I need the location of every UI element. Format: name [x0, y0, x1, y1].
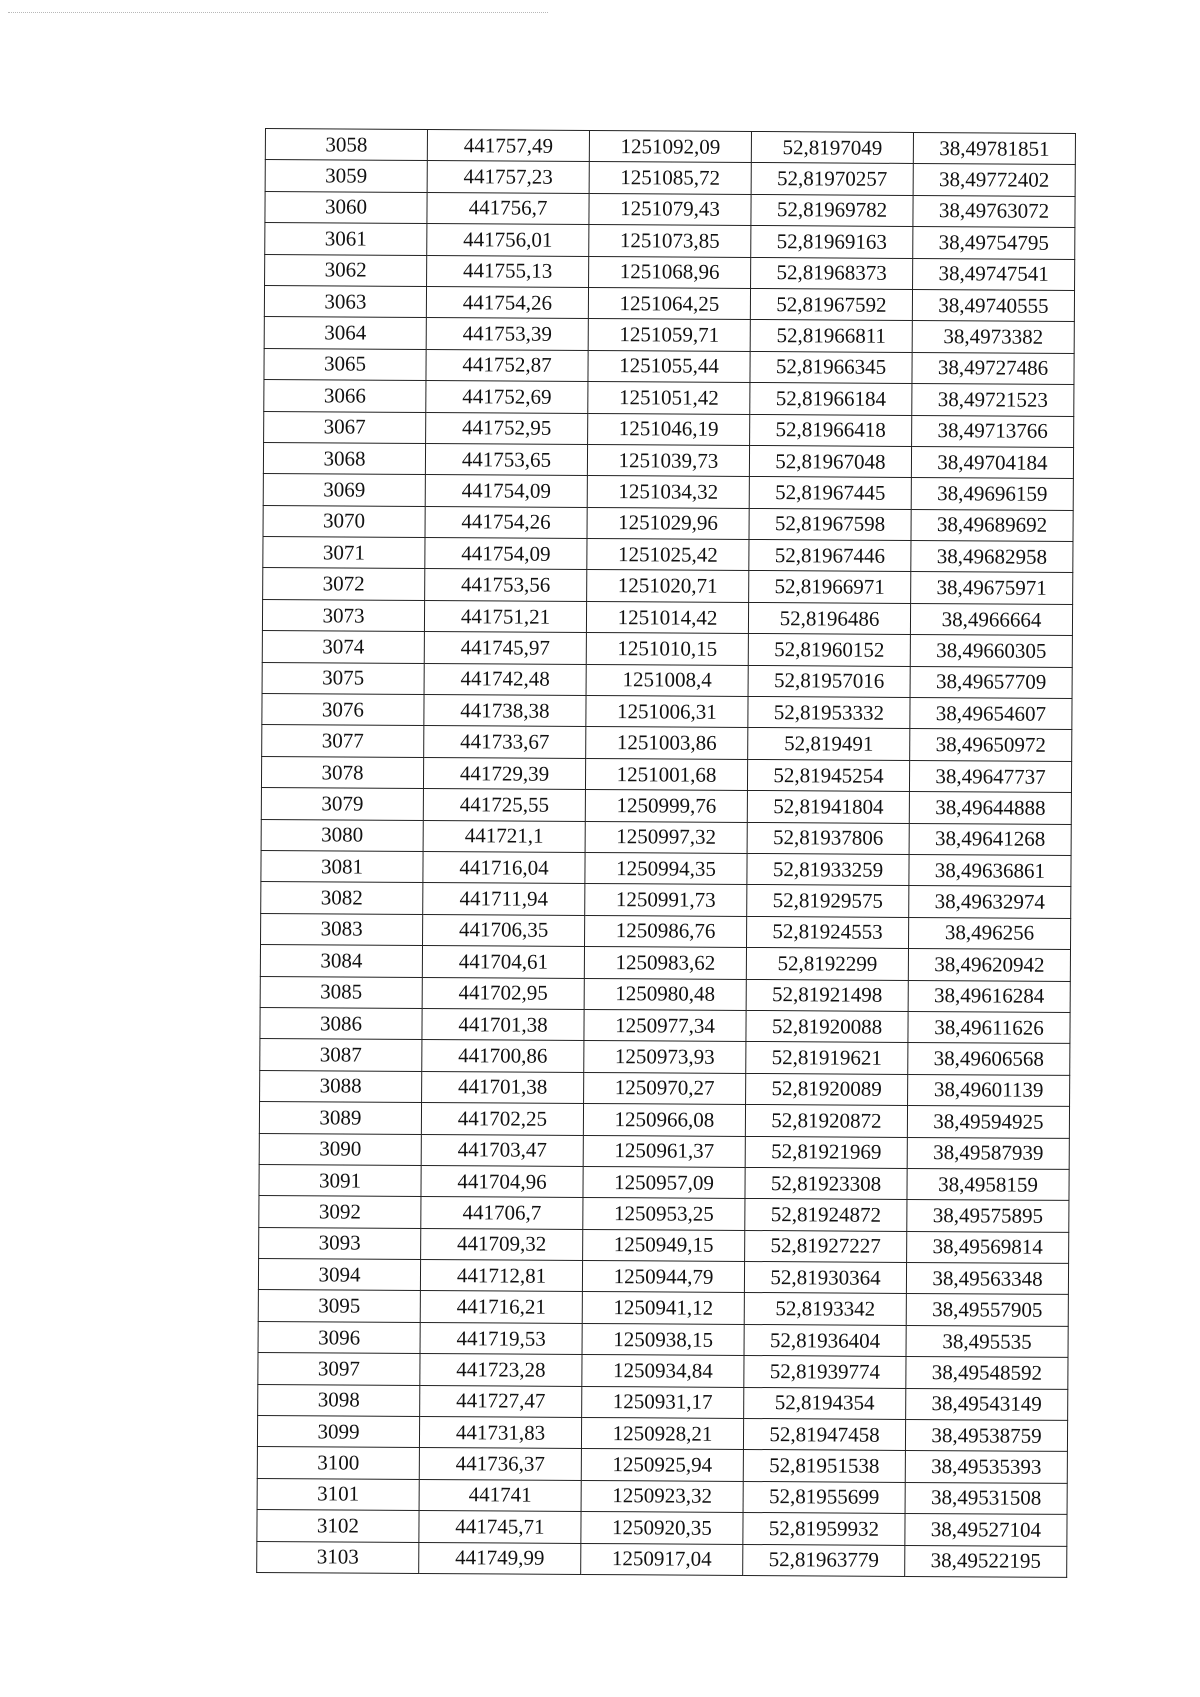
x-coordinate-cell: 441703,47: [421, 1134, 583, 1166]
latitude-cell: 52,81966971: [749, 571, 911, 603]
latitude-cell: 52,8196486: [748, 602, 910, 634]
table-row: [263, 442, 1073, 478]
latitude-cell: 52,81955699: [743, 1481, 905, 1513]
table-row: [265, 129, 1075, 165]
longitude-cell: 38,49535393: [905, 1451, 1067, 1483]
point-number-cell: 3089: [259, 1102, 421, 1134]
latitude-cell: 52,81927227: [745, 1230, 907, 1262]
table-row: [259, 1133, 1069, 1169]
table-row: [265, 191, 1075, 227]
x-coordinate-cell: 441706,35: [423, 914, 585, 946]
latitude-cell: 52,81921969: [745, 1136, 907, 1168]
x-coordinate-cell: 441753,65: [425, 443, 587, 475]
table-row: [259, 1102, 1069, 1138]
table-row: [257, 1510, 1067, 1546]
longitude-cell: 38,49594925: [907, 1106, 1069, 1138]
point-number-cell: 3085: [260, 976, 422, 1008]
longitude-cell: 38,49538759: [905, 1419, 1067, 1451]
table-row: [260, 1070, 1070, 1106]
point-number-cell: 3099: [257, 1415, 419, 1447]
latitude-cell: 52,81967598: [749, 508, 911, 540]
y-coordinate-cell: 1251020,71: [587, 570, 749, 602]
table-row: [260, 1007, 1070, 1043]
point-number-cell: 3058: [265, 129, 427, 161]
y-coordinate-cell: 1250953,25: [583, 1198, 745, 1230]
y-coordinate-cell: 1251073,85: [589, 225, 751, 257]
x-coordinate-cell: 441753,56: [425, 569, 587, 601]
x-coordinate-cell: 441711,94: [423, 883, 585, 915]
x-coordinate-cell: 441745,71: [419, 1511, 581, 1543]
x-coordinate-cell: 441742,48: [424, 663, 586, 695]
table-row: [258, 1321, 1068, 1357]
longitude-cell: 38,49587939: [907, 1137, 1069, 1169]
table-row: [258, 1259, 1068, 1295]
latitude-cell: 52,81966418: [750, 414, 912, 446]
x-coordinate-cell: 441725,55: [423, 789, 585, 821]
x-coordinate-cell: 441751,21: [424, 600, 586, 632]
x-coordinate-cell: 441704,61: [422, 946, 584, 978]
table-row: [261, 882, 1071, 918]
point-number-cell: 3102: [257, 1510, 419, 1542]
table-row: [264, 411, 1074, 447]
longitude-cell: 38,49641268: [909, 823, 1071, 855]
longitude-cell: 38,49713766: [912, 415, 1074, 447]
y-coordinate-cell: 1250994,35: [585, 852, 747, 884]
longitude-cell: 38,49654607: [910, 697, 1072, 729]
table-row: [263, 568, 1073, 604]
x-coordinate-cell: 441753,39: [426, 318, 588, 350]
y-coordinate-cell: 1251055,44: [588, 350, 750, 382]
y-coordinate-cell: 1250928,21: [581, 1417, 743, 1449]
table-row: [264, 285, 1074, 321]
point-number-cell: 3072: [263, 568, 425, 600]
latitude-cell: 52,81933259: [747, 853, 909, 885]
y-coordinate-cell: 1250931,17: [582, 1386, 744, 1418]
latitude-cell: 52,81947458: [743, 1418, 905, 1450]
x-coordinate-cell: 441738,38: [424, 695, 586, 727]
table-row: [258, 1353, 1068, 1389]
point-number-cell: 3078: [261, 756, 423, 788]
point-number-cell: 3059: [265, 160, 427, 192]
table-row: [262, 662, 1072, 698]
point-number-cell: 3064: [264, 317, 426, 349]
y-coordinate-cell: 1250977,34: [584, 1009, 746, 1041]
table-row: [258, 1290, 1068, 1326]
x-coordinate-cell: 441754,09: [425, 475, 587, 507]
table-row: [259, 1164, 1069, 1200]
latitude-cell: 52,81929575: [747, 885, 909, 917]
y-coordinate-cell: 1251001,68: [585, 758, 747, 790]
longitude-cell: 38,49543149: [906, 1388, 1068, 1420]
x-coordinate-cell: 441754,26: [426, 286, 588, 318]
longitude-cell: 38,49632974: [909, 886, 1071, 918]
longitude-cell: 38,49620942: [908, 949, 1070, 981]
point-number-cell: 3062: [265, 254, 427, 286]
coordinates-table-body: [257, 129, 1076, 1578]
x-coordinate-cell: 441741: [419, 1479, 581, 1511]
point-number-cell: 3066: [264, 380, 426, 412]
x-coordinate-cell: 441752,69: [426, 381, 588, 413]
latitude-cell: 52,81968373: [751, 257, 913, 289]
latitude-cell: 52,81966184: [750, 383, 912, 415]
latitude-cell: 52,81924553: [747, 916, 909, 948]
y-coordinate-cell: 1251034,32: [587, 476, 749, 508]
point-number-cell: 3073: [262, 599, 424, 631]
x-coordinate-cell: 441712,81: [420, 1260, 582, 1292]
table-row: [261, 788, 1071, 824]
point-number-cell: 3090: [259, 1133, 421, 1165]
latitude-cell: 52,819491: [748, 728, 910, 760]
table-row: [263, 505, 1073, 541]
x-coordinate-cell: 441700,86: [422, 1040, 584, 1072]
point-number-cell: 3097: [258, 1353, 420, 1385]
y-coordinate-cell: 1250983,62: [584, 947, 746, 979]
point-number-cell: 3077: [262, 725, 424, 757]
latitude-cell: 52,8193342: [744, 1293, 906, 1325]
latitude-cell: 52,81959932: [743, 1513, 905, 1545]
latitude-cell: 52,81963779: [743, 1544, 905, 1576]
point-number-cell: 3061: [265, 223, 427, 255]
longitude-cell: 38,49575895: [907, 1200, 1069, 1232]
point-number-cell: 3074: [262, 631, 424, 663]
y-coordinate-cell: 1251006,31: [586, 696, 748, 728]
table-row: [259, 1196, 1069, 1232]
point-number-cell: 3071: [263, 537, 425, 569]
table-row: [263, 537, 1073, 573]
y-coordinate-cell: 1250966,08: [583, 1104, 745, 1136]
longitude-cell: 38,49522195: [905, 1545, 1067, 1577]
longitude-cell: 38,49675971: [911, 572, 1073, 604]
y-coordinate-cell: 1251039,73: [587, 444, 749, 476]
y-coordinate-cell: 1251008,4: [586, 664, 748, 696]
y-coordinate-cell: 1251010,15: [586, 633, 748, 665]
y-coordinate-cell: 1250938,15: [582, 1323, 744, 1355]
x-coordinate-cell: 441749,99: [419, 1542, 581, 1574]
latitude-cell: 52,81920089: [746, 1073, 908, 1105]
latitude-cell: 52,81969163: [751, 226, 913, 258]
longitude-cell: 38,49660305: [910, 635, 1072, 667]
y-coordinate-cell: 1251029,96: [587, 507, 749, 539]
longitude-cell: 38,49563348: [906, 1263, 1068, 1295]
y-coordinate-cell: 1250999,76: [585, 790, 747, 822]
latitude-cell: 52,81923308: [745, 1167, 907, 1199]
point-number-cell: 3100: [257, 1447, 419, 1479]
x-coordinate-cell: 441756,01: [427, 224, 589, 256]
x-coordinate-cell: 441702,25: [421, 1103, 583, 1135]
table-row: [261, 913, 1071, 949]
latitude-cell: 52,81967445: [749, 477, 911, 509]
table-row: [259, 1227, 1069, 1263]
point-number-cell: 3098: [258, 1384, 420, 1416]
table-row: [265, 254, 1075, 290]
point-number-cell: 3095: [258, 1290, 420, 1322]
x-coordinate-cell: 441706,7: [421, 1197, 583, 1229]
latitude-cell: 52,81937806: [747, 822, 909, 854]
x-coordinate-cell: 441729,39: [423, 757, 585, 789]
x-coordinate-cell: 441716,04: [423, 851, 585, 883]
table-row: [258, 1384, 1068, 1420]
x-coordinate-cell: 441701,38: [422, 1008, 584, 1040]
y-coordinate-cell: 1250934,84: [582, 1355, 744, 1387]
longitude-cell: 38,49763072: [913, 195, 1075, 227]
point-number-cell: 3079: [261, 788, 423, 820]
longitude-cell: 38,49747541: [913, 258, 1075, 290]
longitude-cell: 38,49657709: [910, 666, 1072, 698]
y-coordinate-cell: 1251079,43: [589, 193, 751, 225]
point-number-cell: 3083: [261, 913, 423, 945]
longitude-cell: 38,49650972: [910, 729, 1072, 761]
longitude-cell: 38,49611626: [908, 1011, 1070, 1043]
x-coordinate-cell: 441754,09: [425, 538, 587, 570]
longitude-cell: 38,49616284: [908, 980, 1070, 1012]
point-number-cell: 3080: [261, 819, 423, 851]
point-number-cell: 3069: [263, 474, 425, 506]
latitude-cell: 52,8197049: [751, 131, 913, 163]
y-coordinate-cell: 1250944,79: [582, 1261, 744, 1293]
x-coordinate-cell: 441731,83: [419, 1416, 581, 1448]
table-row: [264, 317, 1074, 353]
table-row: [257, 1478, 1067, 1514]
longitude-cell: 38,49606568: [908, 1043, 1070, 1075]
y-coordinate-cell: 1251064,25: [588, 287, 750, 319]
latitude-cell: 52,8194354: [744, 1387, 906, 1419]
point-number-cell: 3094: [258, 1259, 420, 1291]
latitude-cell: 52,81941804: [747, 791, 909, 823]
x-coordinate-cell: 441755,13: [427, 255, 589, 287]
point-number-cell: 3067: [264, 411, 426, 443]
longitude-cell: 38,49682958: [911, 541, 1073, 573]
y-coordinate-cell: 1250923,32: [581, 1480, 743, 1512]
latitude-cell: 52,81966811: [750, 320, 912, 352]
x-coordinate-cell: 441727,47: [420, 1385, 582, 1417]
latitude-cell: 52,81967592: [750, 288, 912, 320]
y-coordinate-cell: 1251068,96: [589, 256, 751, 288]
y-coordinate-cell: 1250957,09: [583, 1166, 745, 1198]
table-row: [261, 756, 1071, 792]
y-coordinate-cell: 1251003,86: [586, 727, 748, 759]
x-coordinate-cell: 441756,7: [427, 192, 589, 224]
longitude-cell: 38,49527104: [905, 1514, 1067, 1546]
y-coordinate-cell: 1250925,94: [581, 1449, 743, 1481]
table-row: [257, 1447, 1067, 1483]
x-coordinate-cell: 441716,21: [420, 1291, 582, 1323]
coordinates-table: [256, 128, 1076, 1578]
latitude-cell: 52,81920872: [745, 1105, 907, 1137]
y-coordinate-cell: 1250970,27: [584, 1072, 746, 1104]
y-coordinate-cell: 1251092,09: [589, 130, 751, 162]
scan-artifact-line: [8, 12, 548, 13]
table-row: [262, 631, 1072, 667]
y-coordinate-cell: 1250986,76: [585, 915, 747, 947]
latitude-cell: 52,81960152: [748, 634, 910, 666]
latitude-cell: 52,81953332: [748, 696, 910, 728]
point-number-cell: 3088: [260, 1070, 422, 1102]
x-coordinate-cell: 441702,95: [422, 977, 584, 1009]
x-coordinate-cell: 441719,53: [420, 1322, 582, 1354]
longitude-cell: 38,49696159: [911, 478, 1073, 510]
x-coordinate-cell: 441736,37: [419, 1448, 581, 1480]
longitude-cell: 38,4958159: [907, 1168, 1069, 1200]
point-number-cell: 3087: [260, 1039, 422, 1071]
point-number-cell: 3068: [263, 442, 425, 474]
point-number-cell: 3086: [260, 1007, 422, 1039]
y-coordinate-cell: 1250997,32: [585, 821, 747, 853]
point-number-cell: 3070: [263, 505, 425, 537]
x-coordinate-cell: 441757,23: [427, 161, 589, 193]
latitude-cell: 52,81967446: [749, 540, 911, 572]
y-coordinate-cell: 1250973,93: [584, 1041, 746, 1073]
longitude-cell: 38,49636861: [909, 854, 1071, 886]
latitude-cell: 52,81920088: [746, 1010, 908, 1042]
latitude-cell: 52,81945254: [747, 759, 909, 791]
table-row: [257, 1415, 1067, 1451]
point-number-cell: 3103: [257, 1541, 419, 1573]
longitude-cell: 38,49569814: [907, 1231, 1069, 1263]
longitude-cell: 38,49740555: [912, 289, 1074, 321]
point-number-cell: 3091: [259, 1164, 421, 1196]
point-number-cell: 3084: [260, 945, 422, 977]
latitude-cell: 52,81970257: [751, 163, 913, 195]
y-coordinate-cell: 1251059,71: [588, 319, 750, 351]
table-row: [265, 223, 1075, 259]
latitude-cell: 52,81930364: [744, 1262, 906, 1294]
latitude-cell: 52,81924872: [745, 1199, 907, 1231]
table-row: [260, 945, 1070, 981]
y-coordinate-cell: 1251051,42: [588, 382, 750, 414]
table-row: [261, 819, 1071, 855]
y-coordinate-cell: 1250991,73: [585, 884, 747, 916]
latitude-cell: 52,81919621: [746, 1042, 908, 1074]
latitude-cell: 52,81936404: [744, 1324, 906, 1356]
point-number-cell: 3065: [264, 348, 426, 380]
longitude-cell: 38,49781851: [913, 132, 1075, 164]
x-coordinate-cell: 441733,67: [424, 726, 586, 758]
point-number-cell: 3063: [264, 285, 426, 317]
table-row: [265, 160, 1075, 196]
longitude-cell: 38,49727486: [912, 352, 1074, 384]
table-row: [257, 1541, 1067, 1577]
y-coordinate-cell: 1251085,72: [589, 162, 751, 194]
table-row: [264, 348, 1074, 384]
longitude-cell: 38,49548592: [906, 1357, 1068, 1389]
x-coordinate-cell: 441752,95: [426, 412, 588, 444]
longitude-cell: 38,49721523: [912, 384, 1074, 416]
longitude-cell: 38,4973382: [912, 321, 1074, 353]
x-coordinate-cell: 441723,28: [420, 1354, 582, 1386]
x-coordinate-cell: 441704,96: [421, 1165, 583, 1197]
latitude-cell: 52,81939774: [744, 1356, 906, 1388]
latitude-cell: 52,81921498: [746, 979, 908, 1011]
latitude-cell: 52,81966345: [750, 351, 912, 383]
table-row: [264, 380, 1074, 416]
x-coordinate-cell: 441754,26: [425, 506, 587, 538]
longitude-cell: 38,49601139: [908, 1074, 1070, 1106]
table-row: [261, 850, 1071, 886]
y-coordinate-cell: 1250961,37: [583, 1135, 745, 1167]
table-row: [262, 725, 1072, 761]
longitude-cell: 38,49557905: [906, 1294, 1068, 1326]
table-row: [262, 599, 1072, 635]
x-coordinate-cell: 441745,97: [424, 632, 586, 664]
point-number-cell: 3076: [262, 694, 424, 726]
x-coordinate-cell: 441709,32: [421, 1228, 583, 1260]
y-coordinate-cell: 1251046,19: [588, 413, 750, 445]
point-number-cell: 3093: [259, 1227, 421, 1259]
table-row: [260, 1039, 1070, 1075]
y-coordinate-cell: 1250941,12: [582, 1292, 744, 1324]
longitude-cell: 38,496256: [908, 917, 1070, 949]
longitude-cell: 38,49644888: [909, 792, 1071, 824]
latitude-cell: 52,81951538: [743, 1450, 905, 1482]
x-coordinate-cell: 441757,49: [427, 129, 589, 161]
longitude-cell: 38,49689692: [911, 509, 1073, 541]
y-coordinate-cell: 1250920,35: [581, 1512, 743, 1544]
point-number-cell: 3060: [265, 191, 427, 223]
table-row: [262, 694, 1072, 730]
point-number-cell: 3092: [259, 1196, 421, 1228]
latitude-cell: 52,81969782: [751, 194, 913, 226]
y-coordinate-cell: 1251014,42: [586, 601, 748, 633]
longitude-cell: 38,49647737: [909, 760, 1071, 792]
point-number-cell: 3081: [261, 850, 423, 882]
table-row: [260, 976, 1070, 1012]
point-number-cell: 3101: [257, 1478, 419, 1510]
y-coordinate-cell: 1250917,04: [581, 1543, 743, 1575]
point-number-cell: 3082: [261, 882, 423, 914]
x-coordinate-cell: 441721,1: [423, 820, 585, 852]
longitude-cell: 38,495535: [906, 1325, 1068, 1357]
latitude-cell: 52,81967048: [749, 445, 911, 477]
x-coordinate-cell: 441701,38: [422, 1071, 584, 1103]
longitude-cell: 38,4966664: [910, 603, 1072, 635]
point-number-cell: 3075: [262, 662, 424, 694]
latitude-cell: 52,81957016: [748, 665, 910, 697]
latitude-cell: 52,8192299: [746, 948, 908, 980]
longitude-cell: 38,49704184: [911, 446, 1073, 478]
point-number-cell: 3096: [258, 1321, 420, 1353]
y-coordinate-cell: 1250949,15: [583, 1229, 745, 1261]
longitude-cell: 38,49754795: [913, 227, 1075, 259]
x-coordinate-cell: 441752,87: [426, 349, 588, 381]
longitude-cell: 38,49531508: [905, 1482, 1067, 1514]
y-coordinate-cell: 1251025,42: [587, 539, 749, 571]
y-coordinate-cell: 1250980,48: [584, 978, 746, 1010]
longitude-cell: 38,49772402: [913, 164, 1075, 196]
table-row: [263, 474, 1073, 510]
